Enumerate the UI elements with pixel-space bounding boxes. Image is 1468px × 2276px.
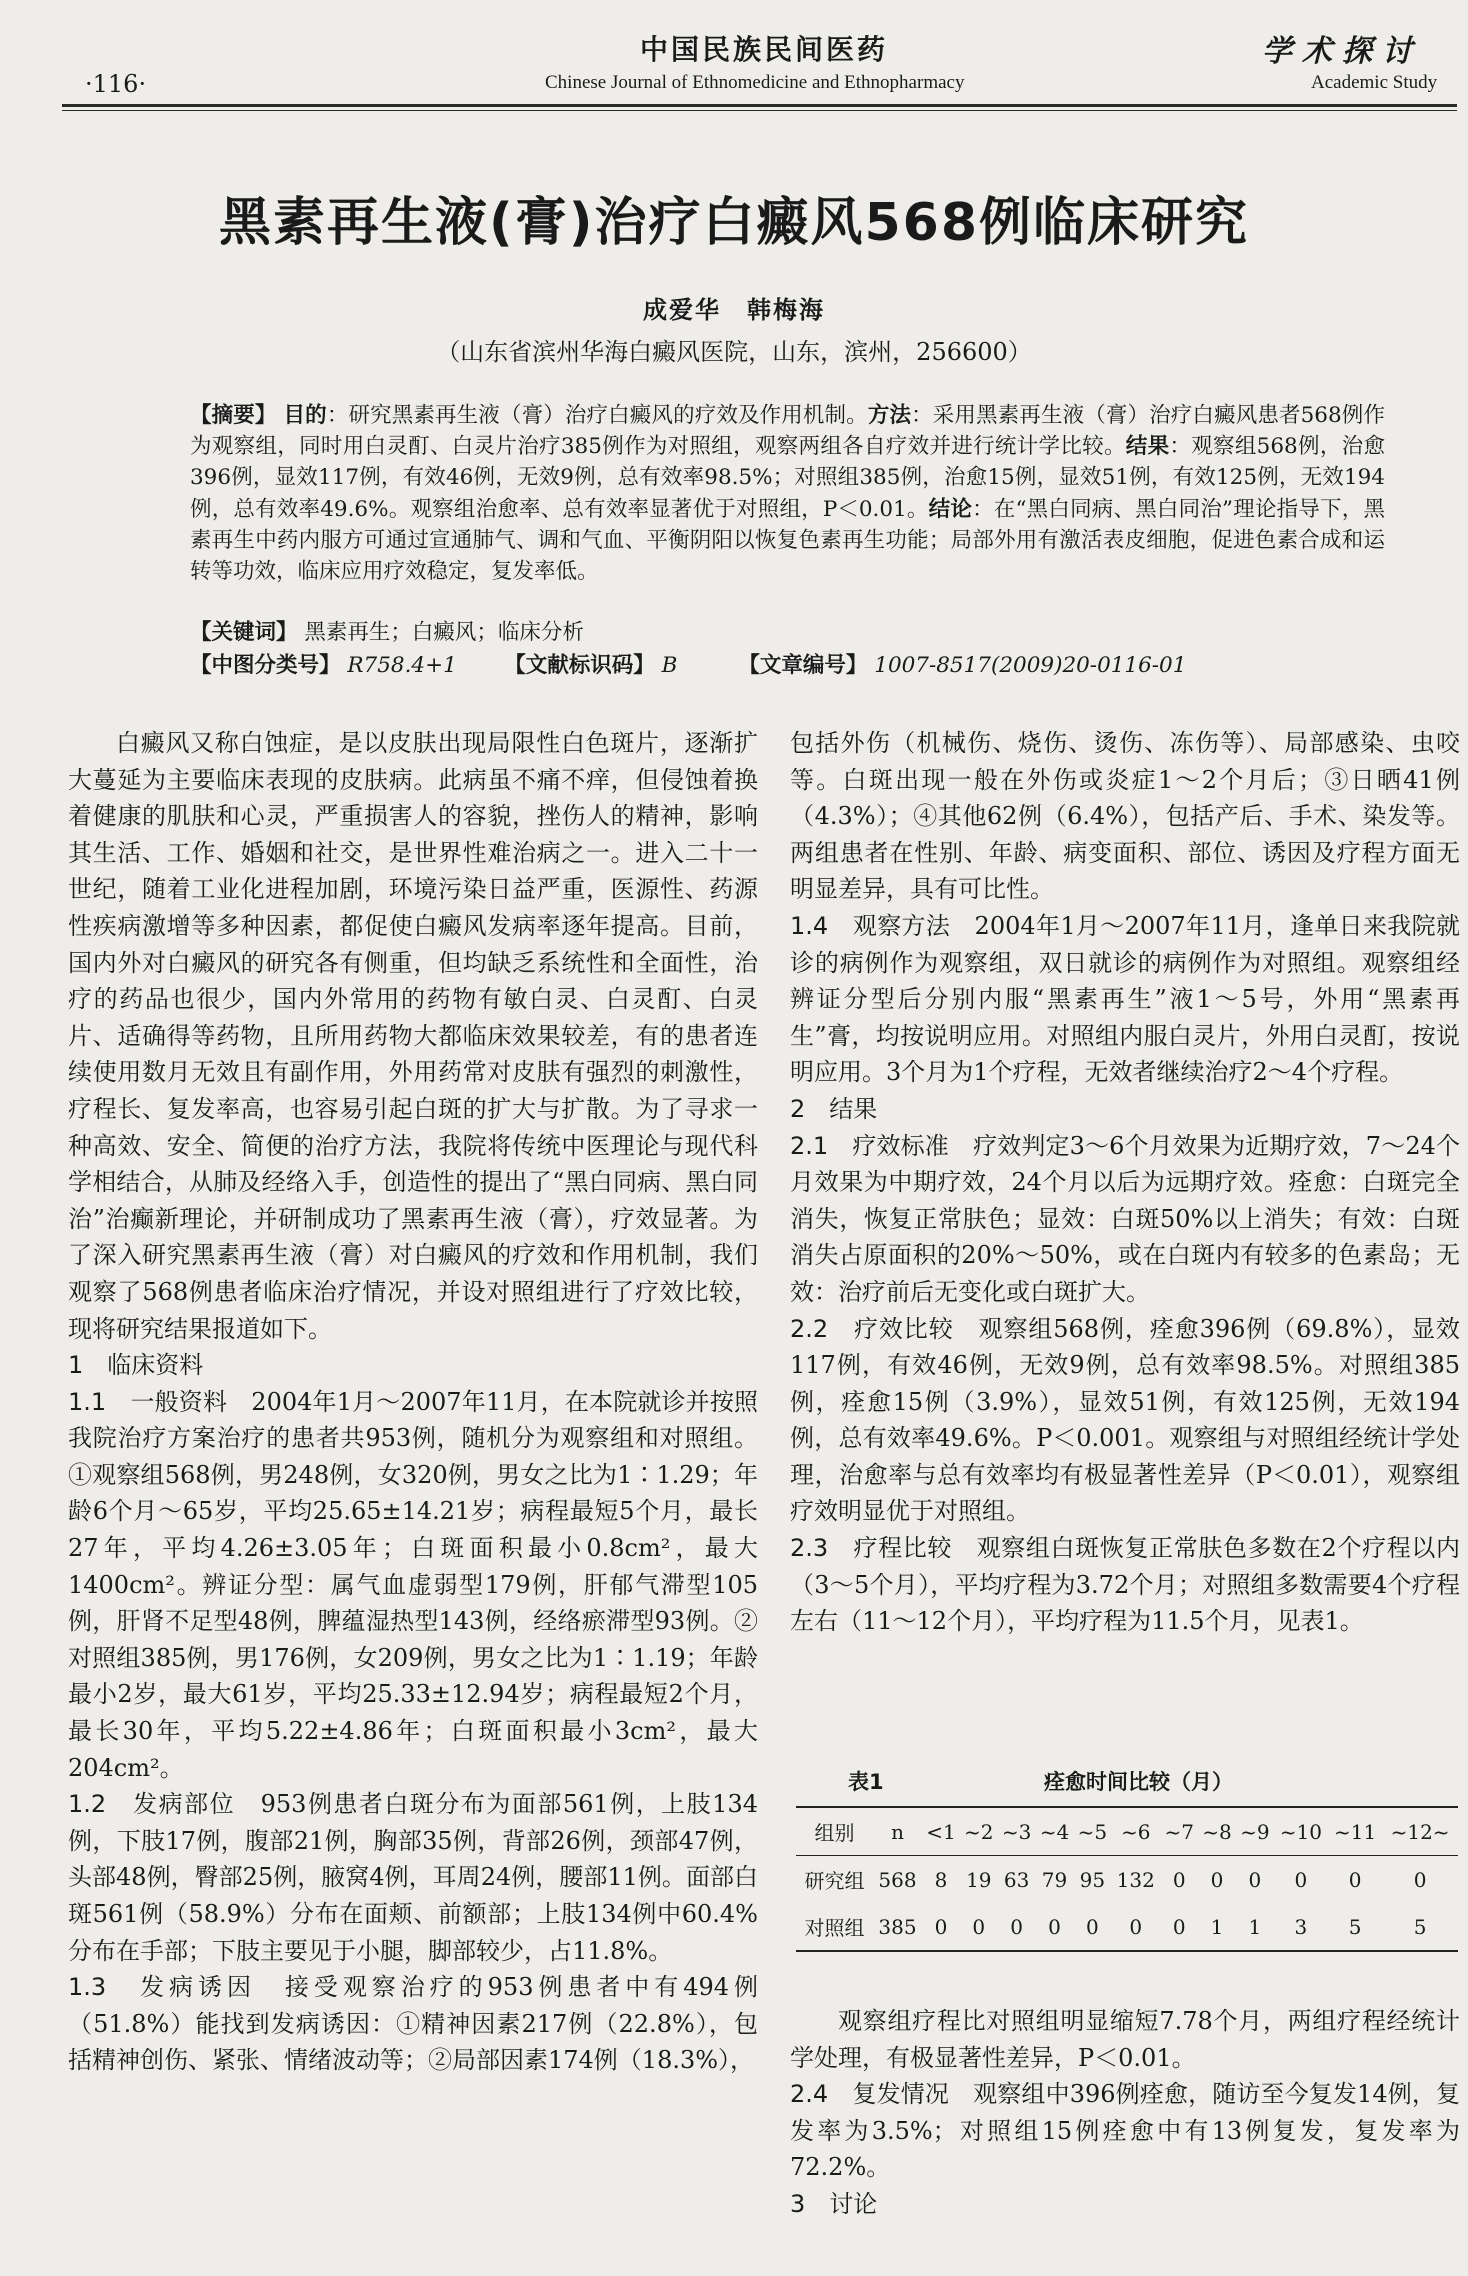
keywords-text: 黑素再生；白癜风；临床分析 — [304, 620, 584, 645]
table-cell: 0 — [1048, 1914, 1061, 1939]
table-body — [796, 1856, 1458, 1952]
table-header-cell: ~3 — [1001, 1819, 1032, 1844]
table-title — [796, 1766, 1458, 1806]
table-header-cell: ~7 — [1164, 1819, 1194, 1844]
authors: 成爱华 韩梅海 — [643, 296, 825, 324]
table-header-cell: <1 — [926, 1819, 956, 1844]
section-1-2 — [68, 1786, 758, 1969]
table-cell: 0 — [934, 1914, 948, 1939]
section-2-1-title: 2.1 疗效标准 — [790, 1131, 949, 1160]
table-header-row — [796, 1807, 1458, 1856]
section-name-en: Academic Study — [1311, 72, 1438, 93]
table-cell: 0 — [1248, 1867, 1262, 1892]
conclusion-text: ：在“黑白同病、黑白同治”理论指导下，黑素再生中药内服方可通过宣通肺气、调和气血、平衡阴阳以恢复色素再生功能；局部外用有激活表皮细胞，促进色素合成和运转等功效，临床应用疗效稳定，复发率低。 — [190, 496, 1385, 585]
table-cell: 19 — [966, 1867, 992, 1892]
clc-value: R758.4+1 — [347, 653, 457, 678]
table-cell: 132 — [1116, 1867, 1155, 1892]
table-header-cell: n — [891, 1819, 904, 1844]
section-1-4-title: 1.4 观察方法 — [790, 911, 951, 940]
section-1-heading: 1 临床资料 — [68, 1351, 204, 1380]
page-number: ·116· — [85, 70, 147, 98]
intro-paragraph: 白癜风又称白蚀症，是以皮肤出现局限性白色斑片，逐渐扩大蔓延为主要临床表现的皮肤病。此病虽不痛不痒，但侵蚀着换着健康的肌肤和心灵，严重损害人的容貌，挫伤人的精神，影响其生活、工作、婚姻和社交，是世界性难治病之一。进入二十一世纪，随着工业化进程加剧，环境污染日益严重，医源性、药源性疾病激增等多种因素，都促使白癜风发病率逐年提高。目前，国内外对白癜风的研究各有侧重，但均缺乏系统性和全面性，治疗的药品也很少，国内外常用的药物有敏白灵、白灵酊、白灵片、适确得等药物，且所用药物大都临床效果较差，有的患者连续使用数月无效且有副作用，外用药常对皮肤有强烈的刺激性，疗程长、复发率高，也容易引起白斑的扩大与扩散。为了寻求一种高效、安全、简便的治疗方法，我院将传统中医理论与现代科学相结合，从肺及经络入手，创造性的提出了“黑白同病、黑白同治”治癫新理论，并研制成功了黑素再生液（膏），疗效显著。为了深入研究黑素再生液（膏）对白癜风的疗效和作用机制，我们观察了568例患者临床治疗情况，并设对照组进行了疗效比较，现将研究结果报道如下。 — [68, 729, 758, 1343]
table-cell: 3 — [1294, 1914, 1308, 1939]
section-3-heading: 3 讨论 — [790, 2189, 878, 2218]
table-1 — [796, 1766, 1458, 1952]
table-row — [796, 1856, 1458, 1904]
journal-name-en: Chinese Journal of Ethnomedicine and Ethnopharmacy — [545, 72, 965, 93]
section-1-4-text: 2004年1月～2007年11月，逢单日来我院就诊的病例作为观察组，双日就诊的病例作为对照组。观察组经辨证分型后分别内服“黑素再生”液1～5号，外用“黑素再生”膏，均按说明应用。对照组内服白灵片，外用白灵酊，按说明应用。3个月为1个疗程，无效者继续治疗2～4个疗程。 — [790, 911, 1460, 1087]
table-cell: 0 — [1413, 1867, 1427, 1892]
table-header-cell: ~8 — [1202, 1819, 1232, 1844]
affiliation: （山东省滨州华海白癜风医院，山东，滨州，256600） — [436, 338, 1032, 366]
table-header-cell: ~12~ — [1390, 1819, 1450, 1844]
section-1-2-text: 953例患者白斑分布为面部561例，上肢134例，下肢17例，腹部21例，胸部35例，背部26例，颈部47例，头部48例，臀部25例，腋窝4例，耳周24例，腰部11例。面部白斑561例（58.9%）分布在面颊、前额部；上肢134例中60.4%分布在手部；下肢主要见于小腿，脚部较少，占11.8%。 — [68, 1790, 758, 1965]
table-cell: 0 — [972, 1914, 986, 1939]
article-id-value: 1007-8517(2009)20-0116-01 — [874, 653, 1187, 678]
result-label: 结果 — [1125, 434, 1170, 460]
section-2-1 — [790, 1128, 1460, 1311]
table-cell: 1 — [1248, 1914, 1262, 1939]
after-table-text — [790, 2003, 1460, 2223]
section-2-heading: 2 结果 — [790, 1094, 878, 1123]
section-1-3-title: 1.3 发病诱因 — [68, 1973, 256, 2002]
table-label: 表1 — [848, 1770, 884, 1794]
table-cell: 0 — [1172, 1867, 1186, 1892]
section-2-3 — [790, 1530, 1460, 1640]
conclusion-label: 结论 — [928, 496, 973, 522]
section-1-1 — [68, 1384, 758, 1787]
after-table-paragraph: 观察组疗程比对照组明显缩短7.78个月，两组疗程经统计学处理，有极显著性差异，P＜0.01。 — [790, 2007, 1460, 2072]
objective-text: ：研究黑素再生液（膏）治疗白癜风的疗效及作用机制。 — [326, 403, 868, 428]
header-rule — [62, 104, 1457, 107]
section-2-1-text: 疗效判定3～6个月效果为近期疗效，7～24个月效果为中期疗效，24个月以后为远期疗效。痊愈：白斑完全消失，恢复正常肤色；显效：白斑50%以上消失；有效：白斑消失占原面积的20%～50%，或在白斑内有较多的色素岛；无效：治疗前后无变化或白斑扩大。 — [790, 1131, 1460, 1306]
table-header-cell: ~6 — [1121, 1819, 1151, 1844]
table-header-cell: ~11 — [1333, 1819, 1377, 1844]
table-cell: 5 — [1348, 1914, 1362, 1939]
table-cell: 对照组 — [804, 1916, 865, 1940]
cure-time-table — [796, 1806, 1458, 1952]
table-header-cell: ~4 — [1039, 1819, 1070, 1844]
left-column — [68, 725, 758, 2079]
section-2-3-text: 观察组白斑恢复正常肤色多数在2个疗程以内（3～5个月），平均疗程为3.72个月；对照组多数需要4个疗程左右（11～12个月），平均疗程为11.5个月，见表1。 — [790, 1534, 1460, 1636]
section-2-4-title: 2.4 复发情况 — [790, 2080, 950, 2109]
table-cell: 385 — [878, 1914, 917, 1939]
result-text: ：观察组568例，治愈396例，显效117例，有效46例，无效9例，总有效率98.5%；对照组385例，治愈15例，显效51例，有效125例，无效194例，总有效率49.6%。观察组治愈率、总有效率显著优于对照组，P＜0.01。 — [190, 434, 1385, 522]
table-cell: 0 — [1010, 1914, 1023, 1939]
objective-label: 目的 — [283, 403, 327, 428]
section-1-3-text: 接受观察治疗的953例患者中有494例（51.8%）能找到发病诱因：①精神因素217例（22.8%），包括精神创伤、紧张、情绪波动等；②局部因素174例（18.3%）， — [68, 1973, 759, 2075]
table-cell: 0 — [1172, 1914, 1186, 1939]
clc-label: 【中图分类号】 — [190, 653, 341, 678]
abstract-label: 【摘要】 — [190, 403, 277, 428]
table-header-cell: ~10 — [1279, 1819, 1322, 1844]
method-label: 方法 — [867, 403, 912, 428]
keywords-label: 【关键词】 — [190, 620, 298, 645]
table-header-cell: ~2 — [964, 1819, 994, 1844]
table-header-cell: ~5 — [1077, 1819, 1108, 1844]
table-cell: 63 — [1003, 1867, 1030, 1892]
table-cell: 568 — [878, 1867, 917, 1892]
table-cell: 5 — [1413, 1914, 1427, 1939]
section-1-1-text: 2004年1月～2007年11月，在本院就诊并按照我院治疗方案治疗的患者共953例，随机分为观察组和对照组。①观察组568例，男248例，女320例，男女之比为1∶1.29；年龄6个月～65岁，平均25.65±14.21岁；病程最短5个月，最长27年，平均4.26±3.05年；白斑面积最小0.8cm²，最大1400cm²。辨证分型：属气血虚弱型179例，肝郁气滞型105例，肝肾不足型48例，脾蕴湿热型143例，经络瘀滞型93例。②对照组385例，男176例，女209例，男女之比为1∶1.19；年龄最小2岁，最大61岁，平均25.33±12.94岁；病程最短2个月，最长30年，平均5.22±4.86年；白斑面积最小3cm²，最大204cm²。 — [68, 1387, 758, 1782]
article-id-label: 【文章编号】 — [738, 653, 868, 678]
section-1-3 — [68, 1969, 758, 2079]
table-cell: 95 — [1079, 1867, 1106, 1892]
abstract — [190, 400, 1385, 587]
section-1-2-title: 1.2 发病部位 — [68, 1790, 236, 1819]
table-cell: 0 — [1294, 1867, 1308, 1892]
section-2-4-text: 观察组中396例痊愈，随访至今复发14例，复发率为3.5%；对照组15例痊愈中有13例复发，复发率为72.2%。 — [790, 2080, 1460, 2182]
table-row — [796, 1903, 1458, 1951]
section-2-3-title: 2.3 疗程比较 — [790, 1534, 952, 1563]
table-cell: 8 — [934, 1867, 948, 1892]
section-1-1-title: 1.1 一般资料 — [68, 1387, 228, 1416]
right-column — [790, 725, 1460, 1640]
method-text: ：采用黑素再生液（膏）治疗白癜风患者568例作为观察组，同时用白灵酊、白灵片治疗385例作为对照组，观察两组各自疗效并进行统计学比较。 — [190, 403, 1385, 460]
journal-name-cn: 中国民族民间医药 — [640, 33, 889, 66]
section-2-2 — [790, 1311, 1460, 1531]
table-cell: 79 — [1041, 1867, 1068, 1892]
section-1-4 — [790, 908, 1460, 1091]
section-name-cn: 学术探讨 — [1262, 34, 1422, 69]
doc-code-value: B — [661, 653, 678, 678]
section-2-4 — [790, 2076, 1460, 2186]
table-cell: 0 — [1085, 1914, 1099, 1939]
table-cell: 0 — [1210, 1867, 1224, 1892]
section-2-2-title: 2.2 疗效比较 — [790, 1314, 954, 1343]
table-caption: 痊愈时间比较（月） — [1044, 1770, 1233, 1794]
article-title: 黑素再生液(膏)治疗白癜风568例临床研究 — [218, 193, 1250, 253]
table-cell: 0 — [1348, 1867, 1362, 1892]
classification-line — [190, 650, 1385, 681]
table-header-cell: ~9 — [1240, 1819, 1270, 1844]
table-header-cell: 组别 — [814, 1821, 855, 1845]
table-cell: 1 — [1210, 1914, 1224, 1939]
header-rule-thin — [62, 110, 1457, 111]
keywords — [190, 617, 1385, 648]
doc-code-label: 【文献标识码】 — [504, 653, 655, 678]
continued-paragraph: 包括外伤（机械伤、烧伤、烫伤、冻伤等）、局部感染、虫咬等。白斑出现一般在外伤或炎症1～2个月后；③日晒41例（4.3%）；④其他62例（6.4%），包括产后、手术、染发等。两组患者在性别、年龄、病变面积、部位、诱因及疗程方面无明显差异，具有可比性。 — [790, 729, 1460, 904]
table-cell: 0 — [1129, 1914, 1143, 1939]
section-2-2-text: 观察组568例，痊愈396例（69.8%），显效117例，有效46例，无效9例，总有效率98.5%。对照组385例，痊愈15例（3.9%），显效51例，有效125例，无效194例，总有效率49.6%。P＜0.001。观察组与对照组经统计学处理，治愈率与总有效率均有极显著性差异（P＜0.01），观察组疗效明显优于对照组。 — [790, 1314, 1461, 1526]
table-cell: 研究组 — [804, 1869, 865, 1893]
